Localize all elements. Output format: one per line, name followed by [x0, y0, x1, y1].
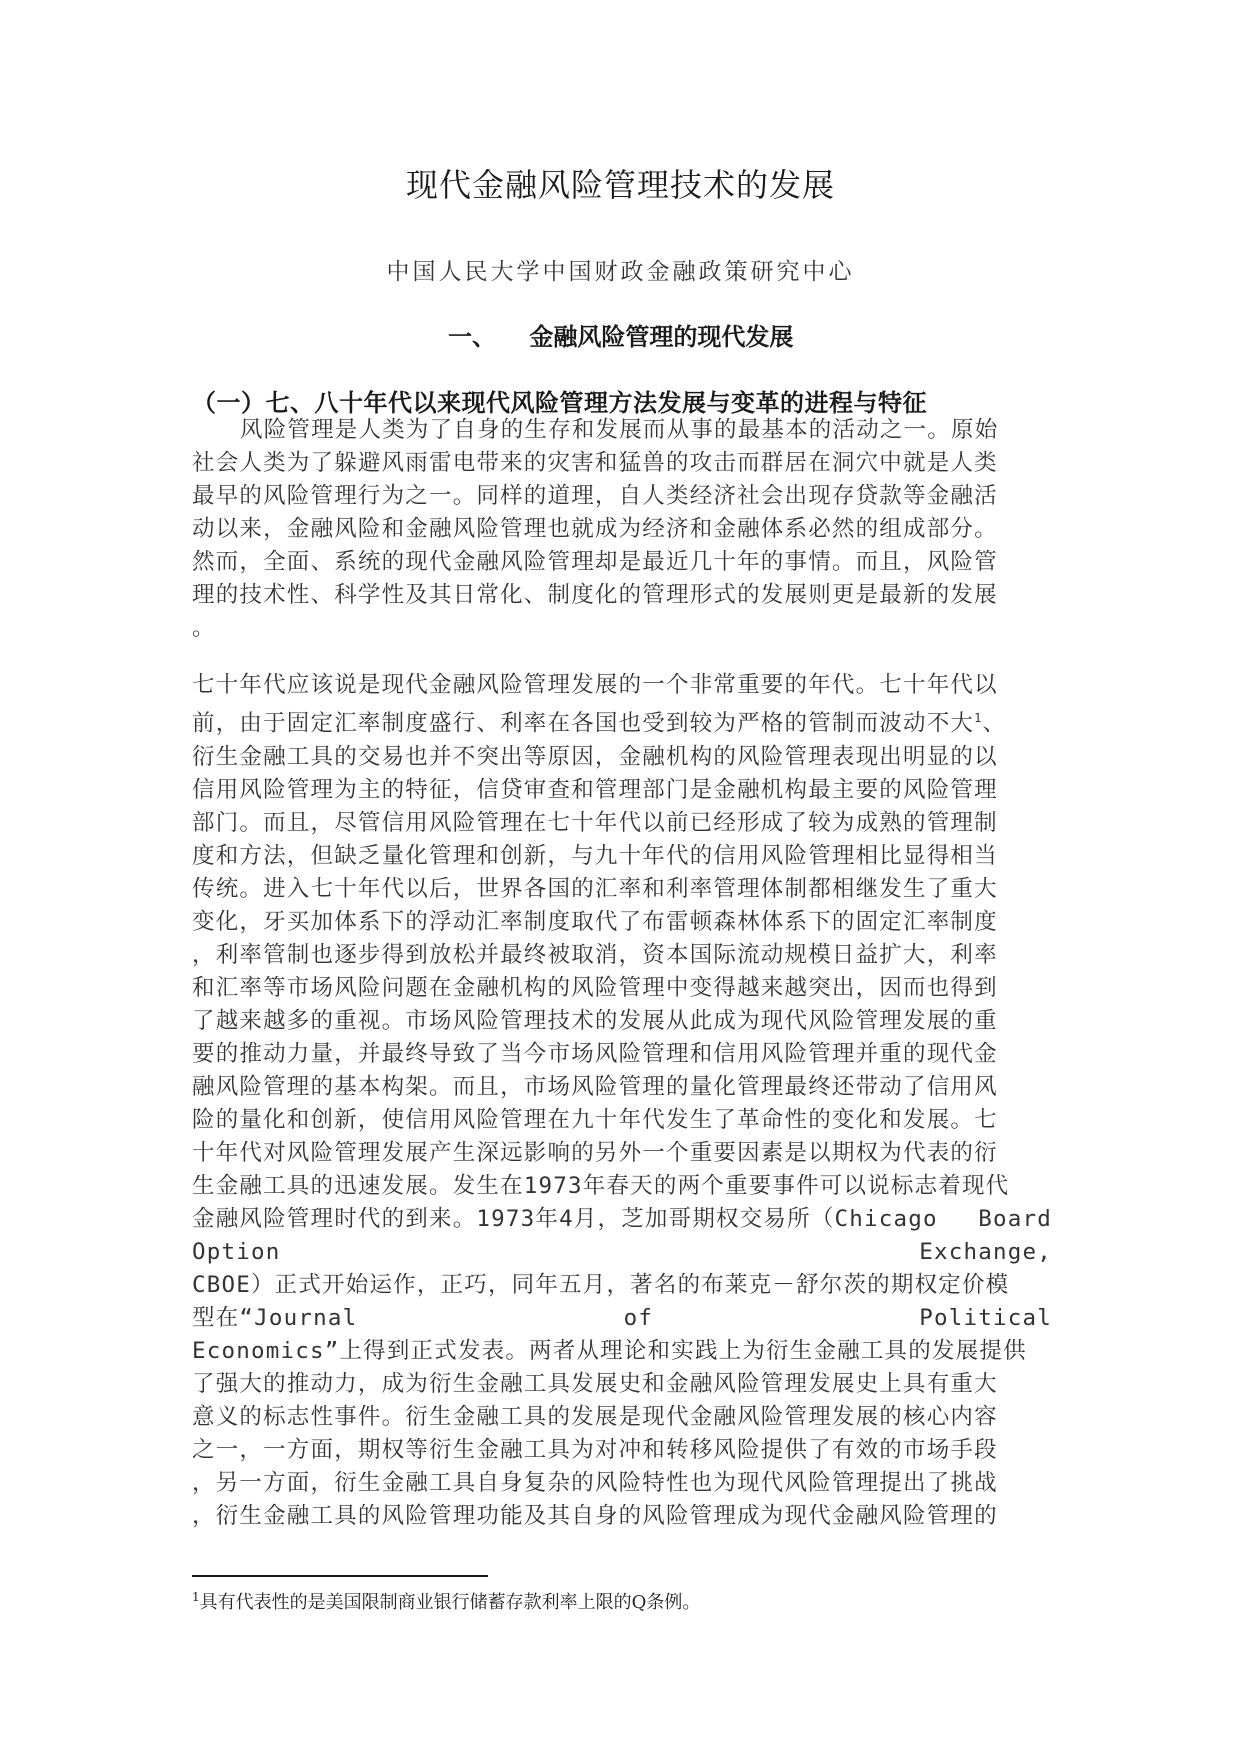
paragraph-1 — [192, 414, 1062, 645]
paragraph-line: 动以来，金融风险和金融风险管理也就成为经济和金融体系必然的组成部分。 — [192, 516, 998, 542]
paragraph-line: 变化，牙买加体系下的浮动汇率制度取代了布雷顿森林体系下的固定汇率制度 — [192, 908, 998, 935]
paragraph-text: Board — [978, 1205, 1052, 1232]
paragraph-line: 。 — [192, 615, 216, 641]
paragraph-text: 金融风险管理时代的到来。1973年4月，芝加哥期权交易所（Chicago — [192, 1205, 938, 1232]
paragraph-text: Exchange, — [919, 1238, 1052, 1265]
paragraph-line: 传统。进入七十年代以后，世界各国的汇率和利率管理体制都相继发生了重大 — [192, 875, 998, 902]
section-heading: 一、 金融风险管理的现代发展 — [448, 323, 794, 351]
paragraph-line-spread — [192, 1203, 1052, 1236]
paragraph-line: 和汇率等市场风险问题在金融机构的风险管理中变得越来越突出，因而也得到 — [192, 974, 998, 1001]
paragraph-line: Economics”上得到正式发表。两者从理论和实践上为衍生金融工具的发展提供 — [192, 1337, 1027, 1364]
paragraph-2 — [192, 669, 1052, 1533]
footnote-divider — [192, 1575, 488, 1577]
paragraph-line: 十年代对风险管理发展产生深远影响的另外一个重要因素是以期权为代表的衍 — [192, 1139, 998, 1166]
paragraph-line: 衍生金融工具的交易也并不突出等原因，金融机构的风险管理表现出明显的以 — [192, 743, 998, 770]
paragraph-text: 型在“Journal — [192, 1304, 358, 1331]
affiliation: 中国人民大学中国财政金融政策研究中心 — [386, 259, 855, 285]
footnote-text: 具有代表性的是美国限制商业银行储蓄存款利率上限的Q条例。 — [199, 1592, 701, 1613]
paragraph-line: ，衍生金融工具的风险管理功能及其自身的风险管理成为现代金融风险管理的 — [192, 1502, 998, 1529]
paragraph-line: 险的量化和创新，使信用风险管理在九十年代发生了革命性的变化和发展。七 — [192, 1106, 998, 1133]
paper-title: 现代金融风险管理技术的发展 — [405, 166, 835, 204]
paragraph-line: 要的推动力量，并最终导致了当今市场风险管理和信用风险管理并重的现代金 — [192, 1040, 998, 1067]
paragraph-text: 、 — [982, 710, 1007, 737]
paragraph-line: CBOE）正式开始运作，正巧，同年五月，著名的布莱克－舒尔茨的期权定价模 — [192, 1271, 1010, 1298]
paragraph-line: 风险管理是人类为了自身的生存和发展而从事的最基本的活动之一。原始 — [240, 417, 999, 443]
paragraph-line: 了强大的推动力，成为衍生金融工具发展史和金融风险管理发展史上具有重大 — [192, 1370, 998, 1397]
paragraph-line: 七十年代应该说是现代金融风险管理发展的一个非常重要的年代。七十年代以 — [192, 672, 998, 698]
paragraph-line: 度和方法，但缺乏量化管理和创新，与九十年代的信用风险管理相比显得相当 — [192, 842, 998, 869]
paragraph-line: 之一，一方面，期权等衍生金融工具为对冲和转移风险提供了有效的市场手段 — [192, 1436, 998, 1463]
paragraph-line: 社会人类为了躲避风雨雷电带来的灾害和猛兽的攻击而群居在洞穴中就是人类 — [192, 450, 998, 476]
paragraph-line: 意义的标志性事件。衍生金融工具的发展是现代金融风险管理发展的核心内容 — [192, 1403, 998, 1430]
paragraph-line: ，利率管制也逐步得到放松并最终被取消，资本国际流动规模日益扩大，利率 — [192, 941, 998, 968]
paragraph-line-spread — [192, 1302, 1052, 1335]
paragraph-text: of — [623, 1304, 654, 1331]
paragraph-line: 生金融工具的迅速发展。发生在1973年春天的两个重要事件可以说标志着现代 — [192, 1172, 1010, 1199]
paragraph-text: Option — [192, 1238, 281, 1265]
paragraph-line: 了越来越多的重视。市场风险管理技术的发展从此成为现代风险管理发展的重 — [192, 1007, 998, 1034]
paragraph-line: 部门。而且，尽管信用风险管理在七十年代以前已经形成了较为成熟的管理制 — [192, 809, 998, 836]
footnote-reference: 1 — [974, 711, 983, 725]
paragraph-line: 融风险管理的基本构架。而且，市场风险管理的量化管理最终还带动了信用风 — [192, 1073, 998, 1100]
paragraph-line-spread — [192, 1236, 1052, 1269]
paragraph-line-with-footnote — [192, 702, 1052, 741]
subsection-heading: （一）七、八十年代以来现代风险管理方法发展与变革的进程与特征 — [192, 389, 927, 417]
footnote — [192, 1588, 700, 1614]
paragraph-text: 前，由于固定汇率制度盛行、利率在各国也受到较为严格的管制而波动不大 — [192, 710, 975, 737]
paragraph-line: 然而，全面、系统的现代金融风险管理却是最近几十年的事情。而且，风险管 — [192, 549, 998, 575]
paragraph-line: 理的技术性、科学性及其日常化、制度化的管理形式的发展则更是最新的发展 — [192, 582, 998, 608]
footnote-number: 1 — [192, 1590, 200, 1604]
paragraph-line: 信用风险管理为主的特征，信贷审查和管理部门是金融机构最主要的风险管理 — [192, 776, 998, 803]
paragraph-line: 最早的风险管理行为之一。同样的道理，自人类经济社会出现存贷款等金融活 — [192, 483, 998, 509]
paragraph-text: Political — [919, 1304, 1052, 1331]
paragraph-line: ，另一方面，衍生金融工具自身复杂的风险特性也为现代风险管理提出了挑战 — [192, 1469, 998, 1496]
